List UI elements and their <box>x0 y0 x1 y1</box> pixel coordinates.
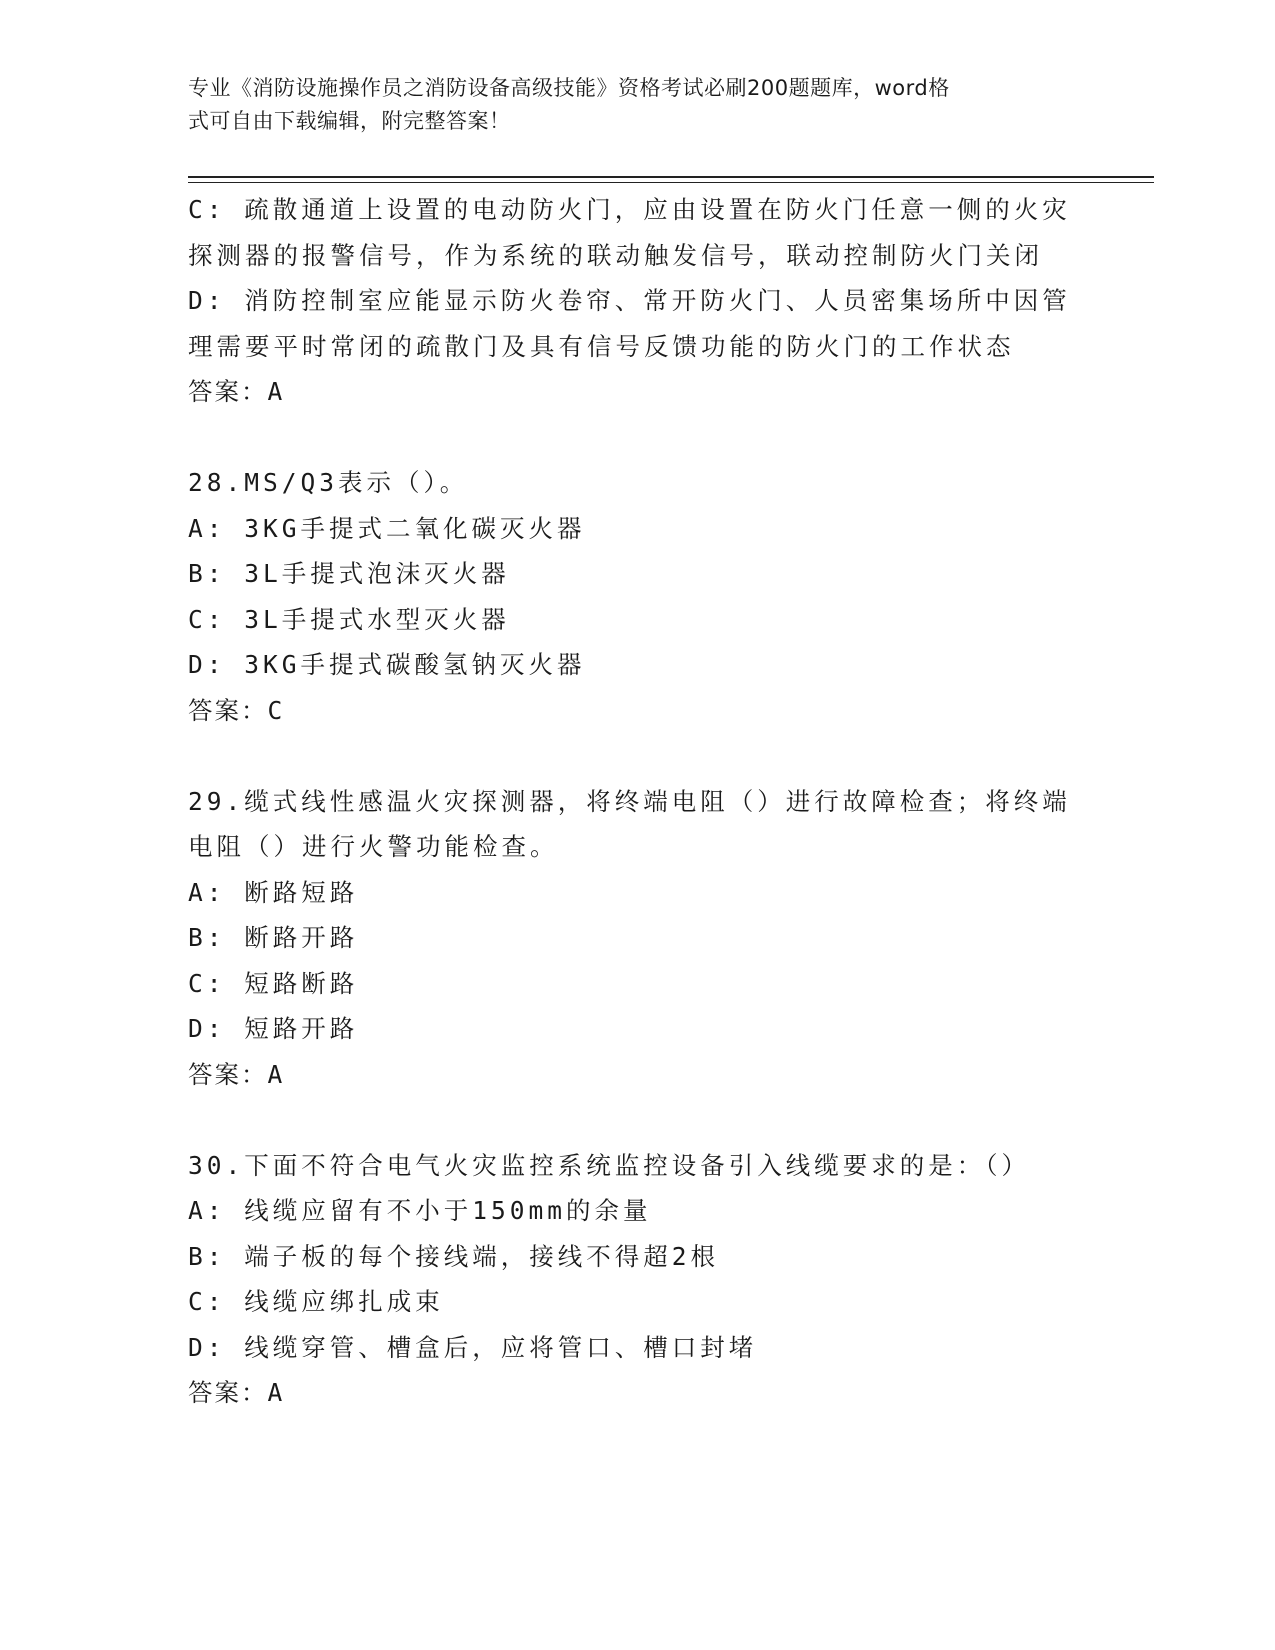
option-d-line-1: D: 消防控制室应能显示防火卷帘、常开防火门、人员密集场所中因管 <box>188 286 1071 315</box>
question-content <box>188 187 1088 1416</box>
option-b: B: 断路开路 <box>188 923 359 952</box>
answer-line: 答案：A <box>188 377 285 406</box>
option-a: A: 断路短路 <box>188 877 359 907</box>
option-b: B: 3L手提式泡沫灭火器 <box>188 559 510 588</box>
spacer <box>188 1097 1088 1143</box>
option-d-line-2: 理需要平时常闭的疏散门及具有信号反馈功能的防火门的工作状态 <box>188 331 1015 361</box>
option-c-line-1: C: 疏散通道上设置的电动防火门，应由设置在防火门任意一侧的火灾 <box>188 195 1071 224</box>
answer-line: 答案：C <box>188 695 285 725</box>
answer-line: 答案：A <box>188 1378 285 1407</box>
spacer <box>188 415 1088 461</box>
option-d: D: 短路开路 <box>188 1014 359 1043</box>
option-b: B: 端子板的每个接线端，接线不得超2根 <box>188 1241 719 1271</box>
question-stem: 28.MS/Q3表示（）。 <box>188 468 469 497</box>
option-a: A: 3KG手提式二氧化碳灭火器 <box>188 513 586 543</box>
header-line-1: 专业《消防设施操作员之消防设备高级技能》资格考试必刷200题题库，word格 <box>188 76 950 100</box>
option-d: D: 线缆穿管、槽盒后，应将管口、槽口封堵 <box>188 1332 758 1362</box>
option-d: D: 3KG手提式碳酸氢钠灭火器 <box>188 650 586 679</box>
header-rule-thick <box>188 176 1154 178</box>
header-rule-thin <box>188 182 1154 183</box>
spacer <box>188 733 1088 779</box>
question-29 <box>188 779 1088 1098</box>
option-c: C: 短路断路 <box>188 968 359 998</box>
option-c: C: 3L手提式水型灭火器 <box>188 604 510 634</box>
document-header <box>188 72 1068 138</box>
header-line-2: 式可自由下载编辑，附完整答案！ <box>188 109 511 133</box>
option-c: C: 线缆应绑扎成束 <box>188 1287 444 1316</box>
option-a: A: 线缆应留有不小于150mm的余量 <box>188 1196 652 1225</box>
question-stem-line-1: 29.缆式线性感温火灾探测器，将终端电阻（）进行故障检查；将终端 <box>188 786 1071 816</box>
carryover-question <box>188 187 1088 415</box>
question-30 <box>188 1143 1088 1416</box>
option-c-line-2: 探测器的报警信号，作为系统的联动触发信号，联动控制防火门关闭 <box>188 240 1043 270</box>
question-stem: 30.下面不符合电气火灾监控系统监控设备引入线缆要求的是：（） <box>188 1150 1030 1180</box>
answer-line: 答案：A <box>188 1059 285 1089</box>
question-stem-line-2: 电阻（）进行火警功能检查。 <box>188 832 559 861</box>
question-28 <box>188 460 1088 733</box>
